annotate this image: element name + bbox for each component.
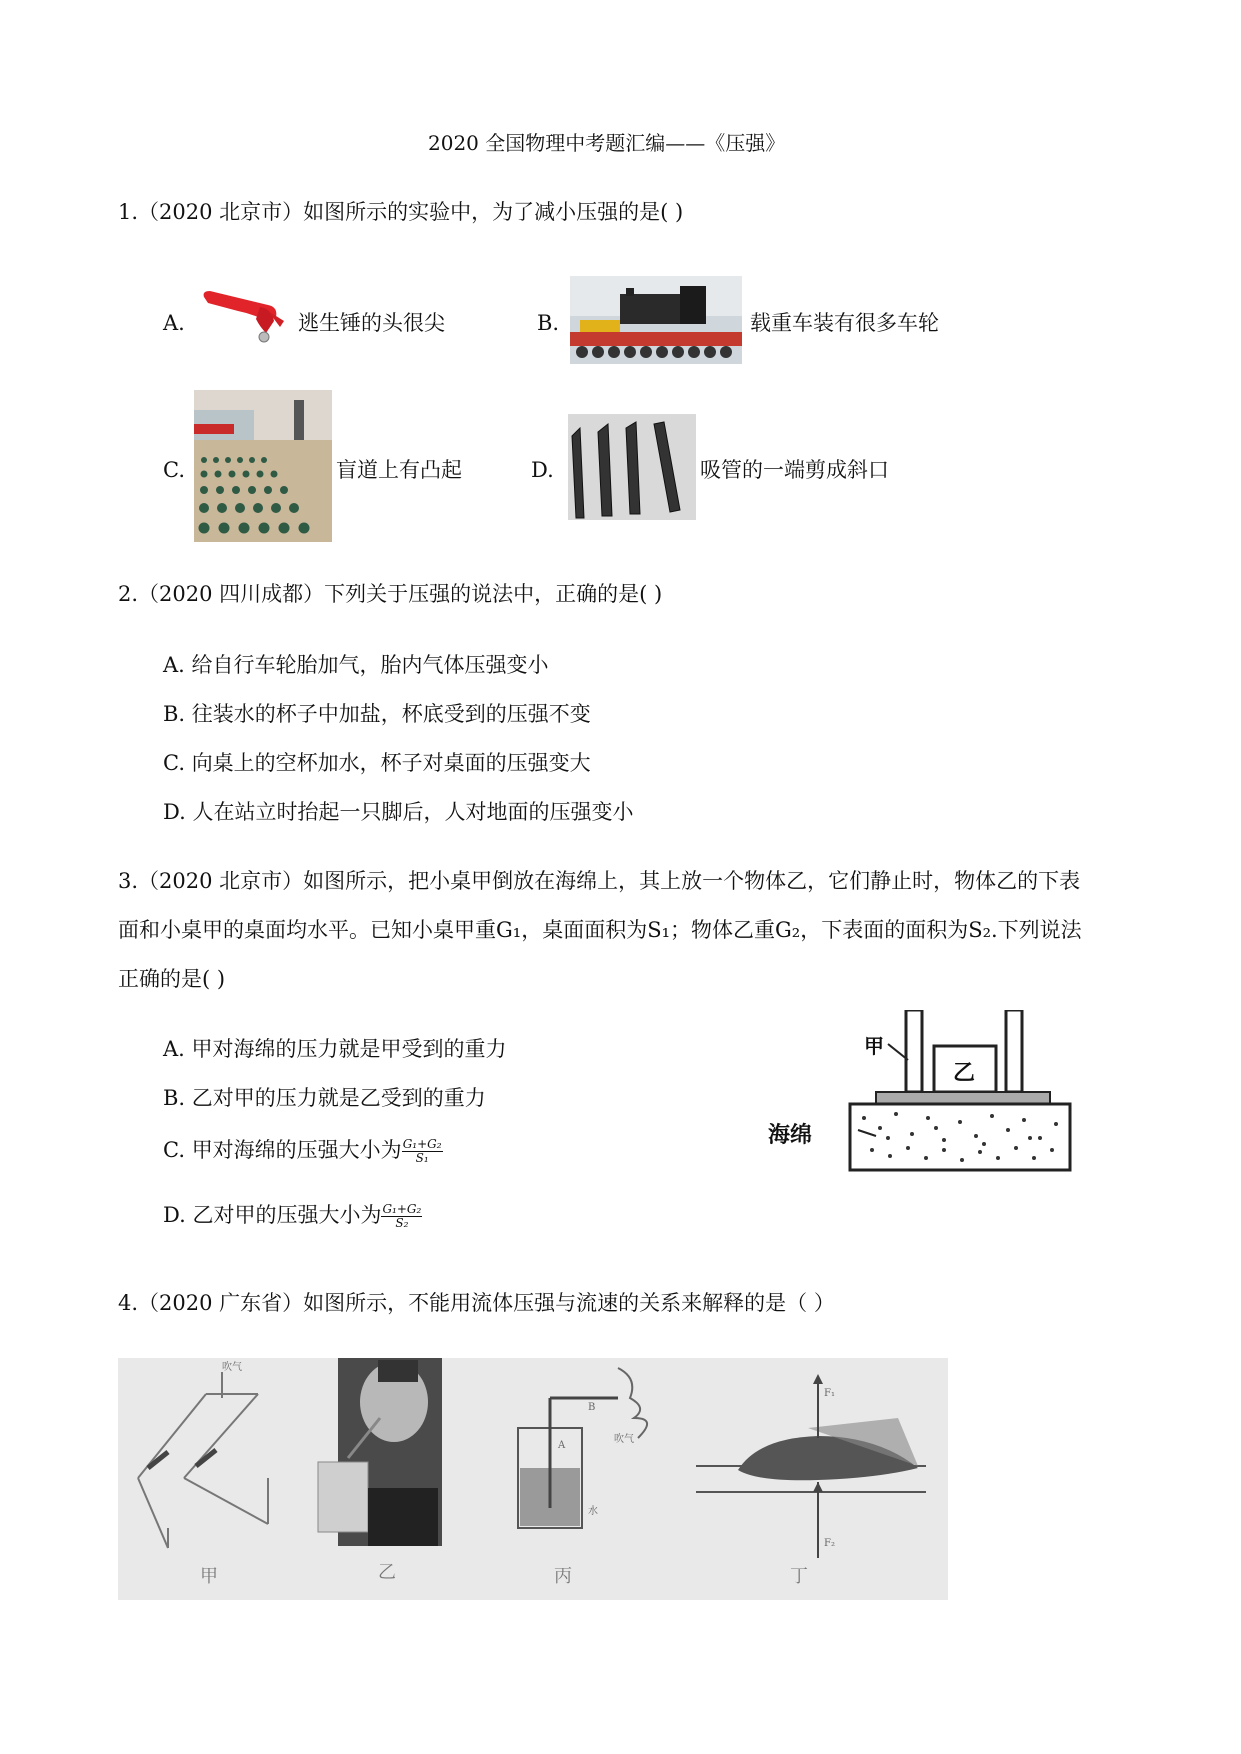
q3-option-a[interactable] [163,1039,507,1060]
label-yi: 乙 [953,1060,976,1086]
label-f2: F₂ [824,1538,835,1549]
label-f1: F₁ [824,1388,835,1399]
label-b: B [588,1402,596,1413]
label-blow: 吹气 [222,1362,242,1373]
q3-option-b-letter: B. [163,1086,186,1110]
fraction-denominator: S₁ [415,1151,429,1166]
q1-option-b-text: 载重车装有很多车轮 [750,311,939,335]
q1-option-b-letter[interactable]: B. [537,311,560,335]
q1-option-c-text: 盲道上有凸起 [336,458,462,482]
q3-option-d-text: 乙对甲的压强大小为 [192,1203,382,1228]
q3-option-c-letter: C. [163,1138,185,1163]
tactile-paving-image [194,390,332,542]
label-jia: 甲 [864,1034,884,1058]
q2-option-b-text: 往装水的杯子中加盐，杯底受到的压强不变 [191,702,591,726]
label-water: 水 [588,1506,598,1517]
q3-option-c-fraction [402,1138,443,1165]
caption-yi: 乙 [378,1562,396,1583]
q3-option-d[interactable] [163,1203,422,1230]
label-a: A [558,1440,566,1451]
page-title: 2020 全国物理中考题汇编——《压强》 [428,131,786,155]
q2-option-c-text: 向桌上的空杯加水，杯子对桌面的压强变大 [191,751,591,775]
q3-option-c-text: 甲对海绵的压强大小为 [191,1138,402,1163]
fraction-numerator: G₁+G₂ [382,1202,422,1216]
q2-option-a-letter: A. [163,653,185,677]
q3-option-b-text: 乙对甲的压力就是乙受到的重力 [191,1086,486,1110]
q3-option-c[interactable] [163,1138,443,1165]
question-4-stem: 4.（2020 广东省）如图所示，不能用流体压强与流速的关系来解释的是（ ） [118,1291,835,1315]
q2-option-d-text: 人在站立时抬起一只脚后，人对地面的压强变小 [192,800,634,824]
caption-jia: 甲 [200,1566,218,1587]
q2-option-c[interactable] [163,753,591,774]
q2-option-b-letter: B. [163,702,186,726]
escape-hammer-image [198,287,298,352]
q3-option-d-fraction [381,1203,422,1230]
question-3-line-3: 正确的是( ) [118,967,226,991]
q1-option-c-letter[interactable]: C. [163,458,185,482]
question-3-line-1: 3.（2020 北京市）如图所示，把小桌甲倒放在海绵上，其上放一个物体乙，它们静止时，物体乙的下表 [118,869,1081,893]
question-1-stem: 1.（2020 北京市）如图所示的实验中，为了减小压强的是( ) [118,200,684,224]
question-3-line-2: 面和小桌甲的桌面均水平。已知小桌甲重G₁，桌面面积为S₁；物体乙重G₂，下表面的面积为S₂.下列说法 [118,918,1082,942]
q3-option-a-letter: A. [163,1037,185,1061]
q3-option-a-text: 甲对海绵的压力就是甲受到的重力 [191,1037,507,1061]
q2-option-c-letter: C. [163,751,185,775]
question-2-stem: 2.（2020 四川成都）下列关于压强的说法中，正确的是( ) [118,582,663,606]
q3-option-b[interactable] [163,1088,486,1109]
caption-ding: 丁 [790,1566,808,1587]
label-blow-2: 吹气 [614,1434,634,1445]
cut-straws-image [568,414,696,520]
q1-option-a-text: 逃生锤的头很尖 [298,311,445,335]
heavy-truck-image [570,276,742,364]
fraction-denominator: S₂ [395,1216,409,1231]
q2-option-b[interactable] [163,704,591,725]
q1-option-a-letter[interactable]: A. [163,311,185,335]
label-sponge: 海绵 [768,1122,813,1148]
fluid-pressure-figures [118,1358,948,1600]
table-sponge-diagram [768,1010,1078,1172]
q1-option-d-letter[interactable]: D. [531,458,554,482]
caption-bing: 丙 [554,1566,572,1587]
q2-option-d-letter: D. [163,800,186,824]
q2-option-d[interactable] [163,802,633,823]
fraction-numerator: G₁+G₂ [402,1137,442,1151]
q2-option-a-text: 给自行车轮胎加气，胎内气体压强变小 [191,653,549,677]
q1-option-d-text: 吸管的一端剪成斜口 [700,458,889,482]
q3-option-d-letter: D. [163,1203,186,1228]
q2-option-a[interactable] [163,655,549,676]
